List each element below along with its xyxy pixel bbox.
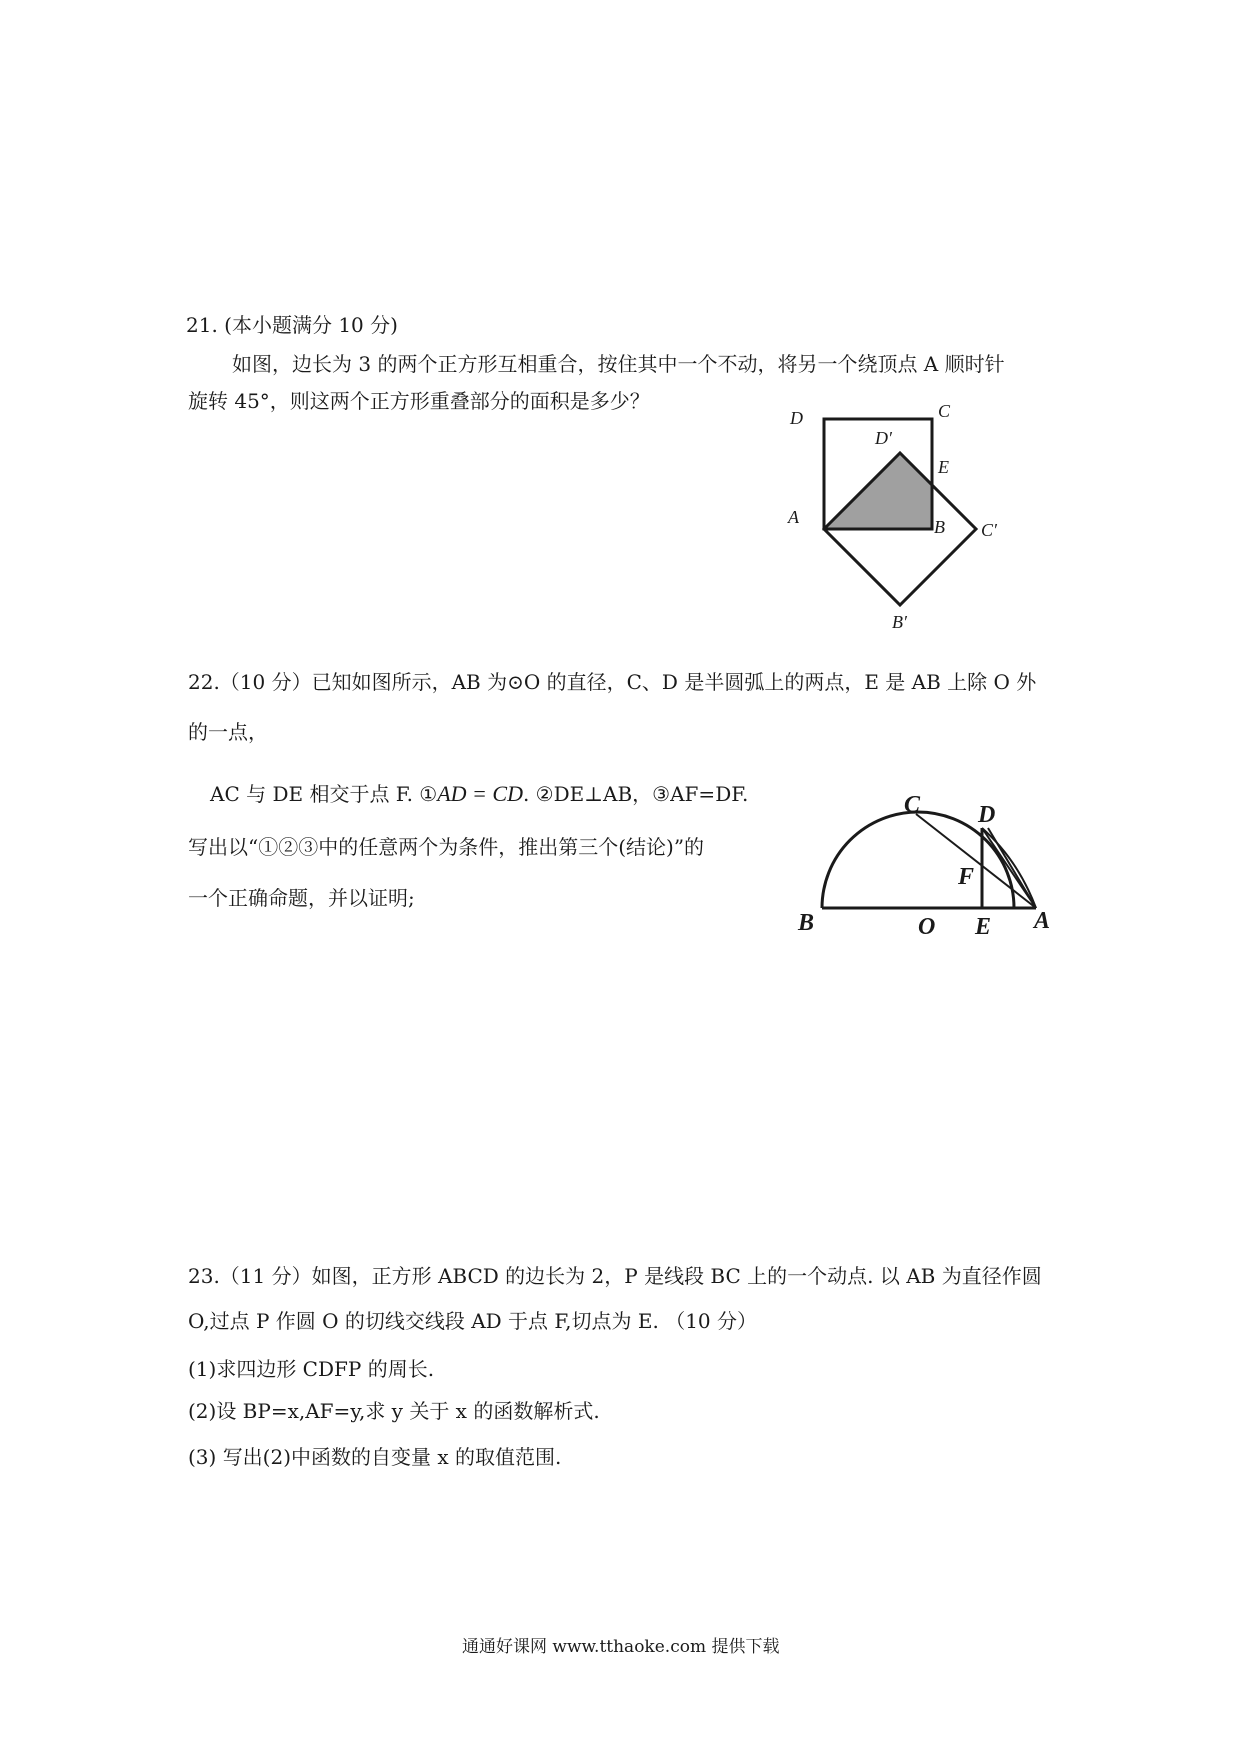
q21-rotated-squares-figure bbox=[780, 400, 1010, 650]
q22-line3-post: . ②DE⊥AB，③AF=DF. bbox=[522, 782, 749, 806]
label-B-prime: B′ bbox=[892, 612, 907, 632]
label-D: D bbox=[978, 802, 996, 828]
q23-part3: (3) 写出(2)中函数的自变量 x 的取值范围. bbox=[188, 1445, 562, 1469]
q22-text-line2: 的一点， bbox=[188, 720, 268, 744]
label-F: F bbox=[958, 864, 975, 890]
label-D: D bbox=[790, 408, 803, 428]
label-D-prime: D′ bbox=[875, 428, 892, 448]
q21-text-line1: 如图，边长为 3 的两个正方形互相重合，按住其中一个不动，将另一个绕顶点 A 顺时针 bbox=[232, 352, 1005, 376]
q22-semicircle-figure bbox=[790, 770, 1070, 945]
q23-text-line2: O,过点 P 作圆 O 的切线交线段 AD 于点 F,切点为 E. （10 分） bbox=[188, 1309, 758, 1333]
q22-line3-math: AD = CD bbox=[437, 781, 523, 806]
q23-text-line1: 23.（11 分）如图，正方形 ABCD 的边长为 2，P 是线段 BC 上的一个动点. 以 AB 为直径作圆 bbox=[188, 1264, 1042, 1288]
q22-text-line1: 22.（10 分）已知如图所示，AB 为⊙O 的直径，C、D 是半圆弧上的两点，E 是 AB 上除 O 外 bbox=[188, 670, 1037, 694]
label-E: E bbox=[938, 457, 949, 477]
label-B: B bbox=[934, 517, 945, 537]
label-O: O bbox=[918, 914, 936, 940]
q21-text-line2: 旋转 45°，则这两个正方形重叠部分的面积是多少？ bbox=[188, 389, 650, 413]
overlap-region bbox=[824, 453, 931, 529]
q23-part2: (2)设 BP=x,AF=y,求 y 关于 x 的函数解析式. bbox=[188, 1399, 600, 1423]
q22-line3-pre: AC 与 DE 相交于点 F. ① bbox=[210, 782, 438, 806]
label-C: C bbox=[938, 401, 951, 421]
label-A: A bbox=[1034, 908, 1051, 934]
q22-text-line4: 写出以“①②③中的任意两个为条件，推出第三个(结论)”的 bbox=[188, 835, 705, 859]
label-C: C bbox=[904, 792, 921, 818]
q23-part1: (1)求四边形 CDFP 的周长. bbox=[188, 1357, 435, 1381]
label-A: A bbox=[788, 507, 799, 527]
page-footer: 通通好课网 www.tthaoke.com 提供下载 bbox=[462, 1637, 780, 1657]
chord-CA bbox=[916, 814, 1036, 908]
q22-text-line3 bbox=[210, 780, 748, 808]
label-C-prime: C′ bbox=[981, 520, 997, 540]
label-E: E bbox=[975, 914, 992, 940]
q22-text-line5: 一个正确命题，并以证明; bbox=[188, 886, 415, 910]
q21-heading: 21. (本小题满分 10 分) bbox=[186, 313, 398, 337]
label-B: B bbox=[798, 910, 815, 936]
